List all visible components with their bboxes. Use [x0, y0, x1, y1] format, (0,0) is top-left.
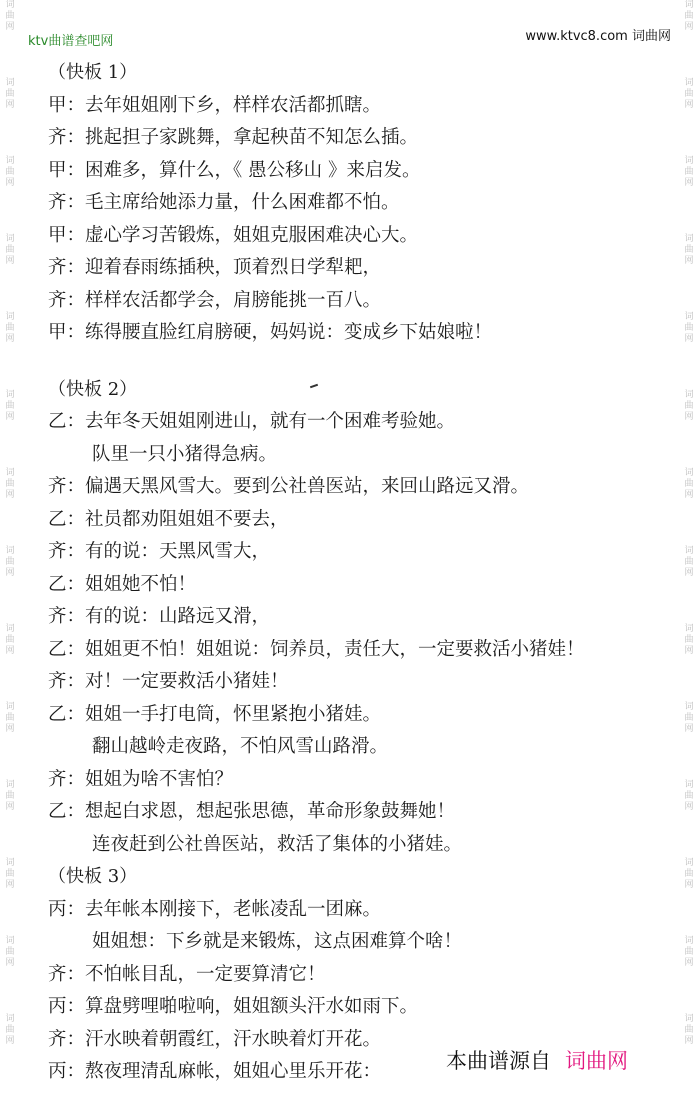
watermark-text: 词曲网	[5, 0, 15, 32]
watermark-text: 词曲网	[5, 1014, 15, 1046]
section-gap	[48, 350, 668, 374]
lyric-text: 想起白求恩，想起张思德，革命形象鼓舞她！	[85, 801, 456, 822]
lyric-text: 偏遇天黑风雪大。要到公社兽医站，来回山路远又滑。	[85, 476, 530, 497]
watermark-text: 词曲网	[5, 78, 15, 110]
speaker-label: 齐：	[48, 541, 86, 562]
lyric-line	[48, 317, 668, 350]
lyric-text: 对！一定要救活小猪娃！	[85, 671, 289, 692]
lyric-line	[48, 285, 668, 318]
speaker-label: 丙：	[48, 996, 86, 1017]
lyric-line	[48, 894, 668, 927]
site-url[interactable]	[525, 25, 671, 44]
watermark-text: 词曲网	[684, 858, 694, 890]
watermark-text: 词曲网	[684, 390, 694, 422]
lyric-text: 毛主席给她添力量，什么困难都不怕。	[85, 192, 400, 213]
speaker-label: 乙：	[48, 801, 86, 822]
lyric-line	[48, 666, 668, 699]
watermark-text: 词曲网	[5, 858, 15, 890]
section-title: （快板 1）	[48, 62, 138, 83]
left-watermark	[3, 0, 17, 1106]
watermark-text: 词曲网	[684, 312, 694, 344]
right-watermark	[682, 0, 696, 1106]
watermark-text: 词曲网	[684, 546, 694, 578]
lyric-text: 困难多，算什么，《 愚公移山 》来启发。	[85, 159, 421, 181]
lyric-text: 迎着春雨练插秧，顶着烈日学犁耙，	[85, 257, 382, 278]
speaker-label: 乙：	[48, 703, 86, 725]
lyric-text: 有的说：山路远又滑，	[85, 606, 271, 627]
lyric-line	[48, 187, 668, 220]
watermark-text: 词曲网	[684, 780, 694, 812]
watermark-text: 词曲网	[684, 78, 694, 110]
speaker-label: 齐：	[48, 257, 86, 278]
speaker-label: 齐：	[48, 127, 86, 148]
lyric-line	[48, 634, 668, 667]
watermark-text: 词曲网	[684, 156, 694, 188]
lyric-text: 姐姐为啥不害怕？	[85, 768, 234, 790]
lyric-line	[48, 601, 668, 634]
watermark-text: 词曲网	[5, 156, 15, 188]
footer-source-label: 本曲谱源自	[446, 1049, 551, 1073]
speaker-label: 丙：	[48, 898, 86, 920]
lyric-text: 姐姐她不怕！	[85, 573, 197, 595]
watermark-text: 词曲网	[5, 702, 15, 734]
lyric-line	[48, 439, 668, 472]
watermark-text: 词曲网	[684, 0, 694, 32]
lyric-text: 虚心学习苦锻炼，姐姐克服困难决心大。	[85, 224, 419, 246]
lyric-line	[48, 569, 668, 602]
lyric-text: 姐姐一手打电筒，怀里紧抱小猪娃。	[85, 703, 382, 725]
watermark-text: 词曲网	[684, 1014, 694, 1046]
lyric-line	[48, 959, 668, 992]
site-brand: 词曲网	[631, 29, 671, 44]
watermark-text: 词曲网	[684, 234, 694, 266]
lyric-text: 练得腰直脸红肩膀硬，妈妈说：变成乡下姑娘啦！	[85, 322, 493, 343]
watermark-text: 词曲网	[5, 234, 15, 266]
lyric-text: 算盘劈哩啪啦响，姐姐额头汗水如雨下。	[85, 996, 419, 1017]
speaker-label: 齐：	[48, 963, 86, 985]
lyric-line	[48, 471, 668, 504]
watermark-text: 词曲网	[5, 780, 15, 812]
lyric-line	[48, 699, 668, 732]
lyric-text: 挑起担子家跳舞，拿起秧苗不知怎么插。	[85, 127, 419, 148]
speaker-label: 齐：	[48, 671, 86, 692]
watermark-text: 词曲网	[5, 936, 15, 968]
speaker-label: 齐：	[48, 768, 86, 790]
lyric-line	[48, 991, 668, 1024]
lyrics-content	[48, 57, 668, 1089]
site-url-text[interactable]: www.ktvc8.com	[525, 29, 628, 44]
lyric-text: 汗水映着朝霞红，汗水映着灯开花。	[85, 1028, 382, 1050]
lyric-line	[48, 796, 668, 829]
speaker-label: 齐：	[48, 289, 86, 311]
speaker-label: 乙：	[48, 508, 86, 530]
section-title: （快板 2）	[48, 378, 138, 400]
footer-source	[446, 1045, 628, 1075]
watermark-text: 词曲网	[5, 546, 15, 578]
speaker-label: 甲：	[48, 322, 86, 343]
lyric-line	[48, 829, 668, 862]
speaker-label: 齐：	[48, 606, 86, 627]
watermark-text: 词曲网	[5, 468, 15, 500]
speaker-label: 甲：	[48, 94, 86, 116]
speaker-label: 乙：	[48, 638, 86, 660]
watermark-text: 词曲网	[684, 624, 694, 656]
lyric-text: 连夜赶到公社兽医站，救活了集体的小猪娃。	[92, 833, 463, 855]
lyric-line	[48, 155, 668, 188]
lyric-line	[48, 536, 668, 569]
lyric-line	[48, 122, 668, 155]
speaker-label: 齐：	[48, 1028, 86, 1050]
speaker-label: 齐：	[48, 192, 86, 213]
lyric-line	[48, 220, 668, 253]
speaker-label: 甲：	[48, 159, 86, 181]
lyric-line	[48, 406, 668, 439]
watermark-text: 词曲网	[5, 624, 15, 656]
lyric-line	[48, 504, 668, 537]
watermark-text: 词曲网	[5, 390, 15, 422]
lyric-text: 去年冬天姐姐刚进山，就有一个困难考验她。	[85, 411, 456, 432]
watermark-text: 词曲网	[684, 936, 694, 968]
section-title: （快板 3）	[48, 866, 138, 887]
watermark-text: 词曲网	[5, 312, 15, 344]
watermark-text: 词曲网	[684, 468, 694, 500]
lyric-text: 姐姐想：下乡就是来锻炼，这点困难算个啥！	[92, 931, 463, 952]
lyric-text: 去年姐姐刚下乡，样样农活都抓瞎。	[85, 94, 382, 116]
lyric-text: 去年帐本刚接下，老帐凌乱一团麻。	[85, 898, 382, 920]
speaker-label: 乙：	[48, 411, 86, 432]
lyric-line	[48, 252, 668, 285]
speaker-label: 甲：	[48, 224, 86, 246]
speaker-label: 齐：	[48, 476, 86, 497]
speaker-label: 乙：	[48, 573, 86, 595]
lyric-text: 队里一只小猪得急病。	[92, 443, 278, 465]
footer-brand[interactable]: 词曲网	[565, 1049, 628, 1073]
lyric-line	[48, 926, 668, 959]
watermark-text: 词曲网	[684, 702, 694, 734]
lyric-line	[48, 731, 668, 764]
lyric-text: 有的说：天黑风雪大，	[85, 541, 271, 562]
lyric-line	[48, 90, 668, 123]
lyric-text: 不怕帐目乱，一定要算清它！	[85, 963, 326, 985]
lyric-text: 熬夜理清乱麻帐，姐姐心里乐开花：	[85, 1061, 382, 1082]
lyric-text: 姐姐更不怕！姐姐说：饲养员，责任大，一定要救活小猪娃！	[85, 638, 585, 660]
lyric-text: 社员都劝阻姐姐不要去，	[85, 508, 289, 530]
speaker-label: 丙：	[48, 1061, 86, 1082]
lyric-text: 翻山越岭走夜路，不怕风雪山路滑。	[92, 736, 389, 757]
lyric-line	[48, 764, 668, 797]
lyric-text: 样样农活都学会，肩膀能挑一百八。	[85, 289, 382, 311]
site-name: ktv曲谱查吧网	[28, 34, 114, 49]
